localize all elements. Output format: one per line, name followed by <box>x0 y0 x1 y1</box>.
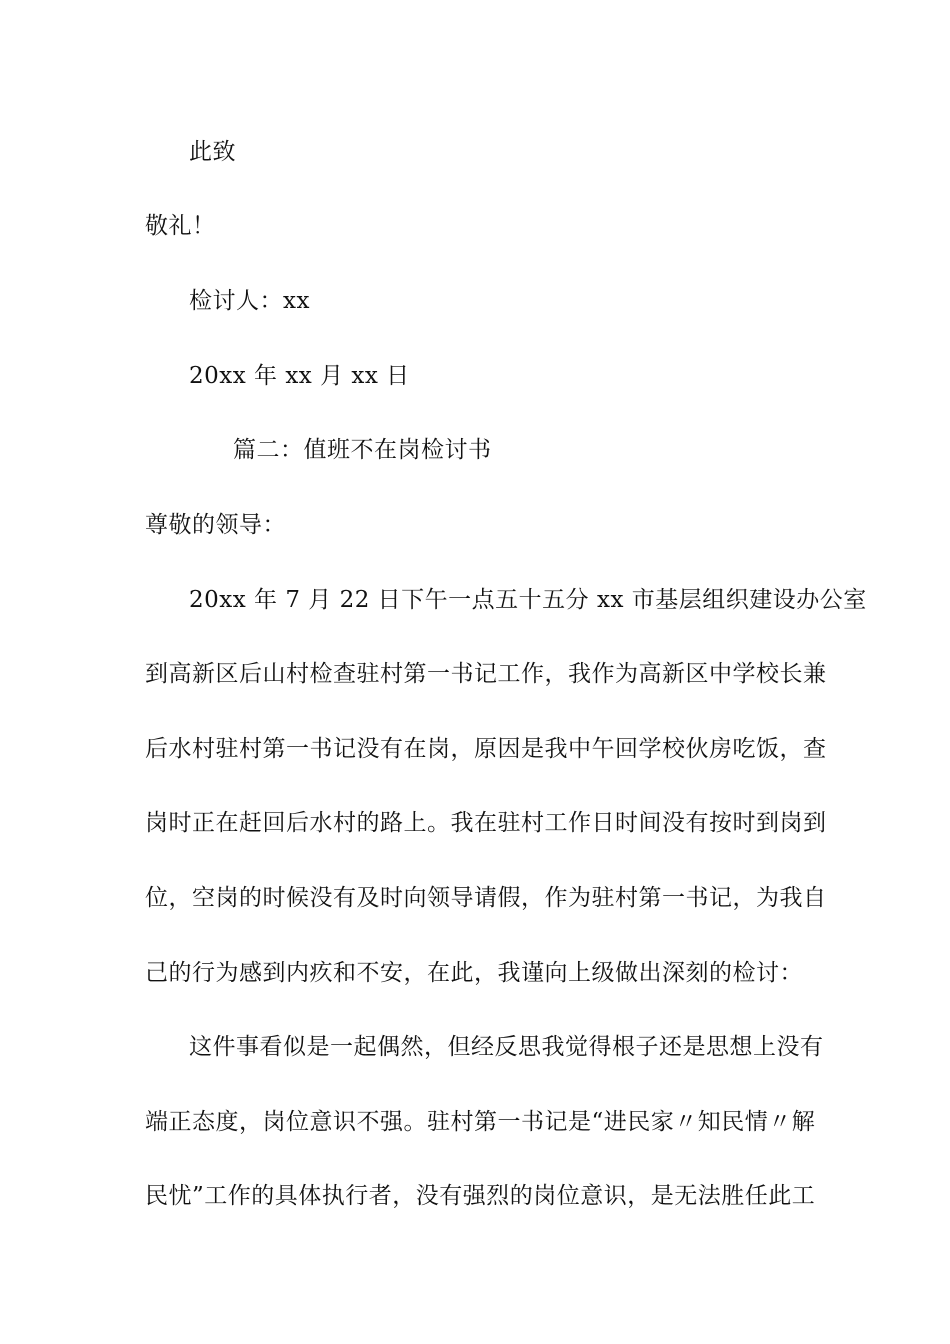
date-line: 20xx 年 xx 月 xx 日 <box>189 363 410 389</box>
section-title: 篇二：值班不在岗检讨书 <box>233 437 492 463</box>
body-line: 这件事看似是一起偶然，但经反思我觉得根子还是思想上没有 <box>189 1034 824 1060</box>
signer-line: 检讨人：xx <box>189 288 310 314</box>
body-line: 后水村驻村第一书记没有在岗，原因是我中午回学校伙房吃饭，查 <box>145 736 827 762</box>
closing-salutation-2: 敬礼！ <box>145 213 216 239</box>
body-line: 位，空岗的时候没有及时向领导请假，作为驻村第一书记，为我自 <box>145 885 827 911</box>
closing-salutation-1: 此致 <box>189 139 236 165</box>
body-line: 端正态度，岗位意识不强。驻村第一书记是“进民家〃知民情〃解 <box>145 1109 816 1135</box>
body-line: 岗时正在赶回后水村的路上。我在驻村工作日时间没有按时到岗到 <box>145 810 827 836</box>
body-line: 民忧”工作的具体执行者，没有强烈的岗位意识，是无法胜任此工 <box>145 1183 816 1209</box>
body-line: 20xx 年 7 月 22 日下午一点五十五分 xx 市基层组织建设办公室 <box>189 587 867 613</box>
greeting-line: 尊敬的领导： <box>145 512 286 538</box>
body-line: 己的行为感到内疚和不安，在此，我谨向上级做出深刻的检讨： <box>145 960 803 986</box>
body-line: 到高新区后山村检查驻村第一书记工作，我作为高新区中学校长兼 <box>145 661 827 687</box>
